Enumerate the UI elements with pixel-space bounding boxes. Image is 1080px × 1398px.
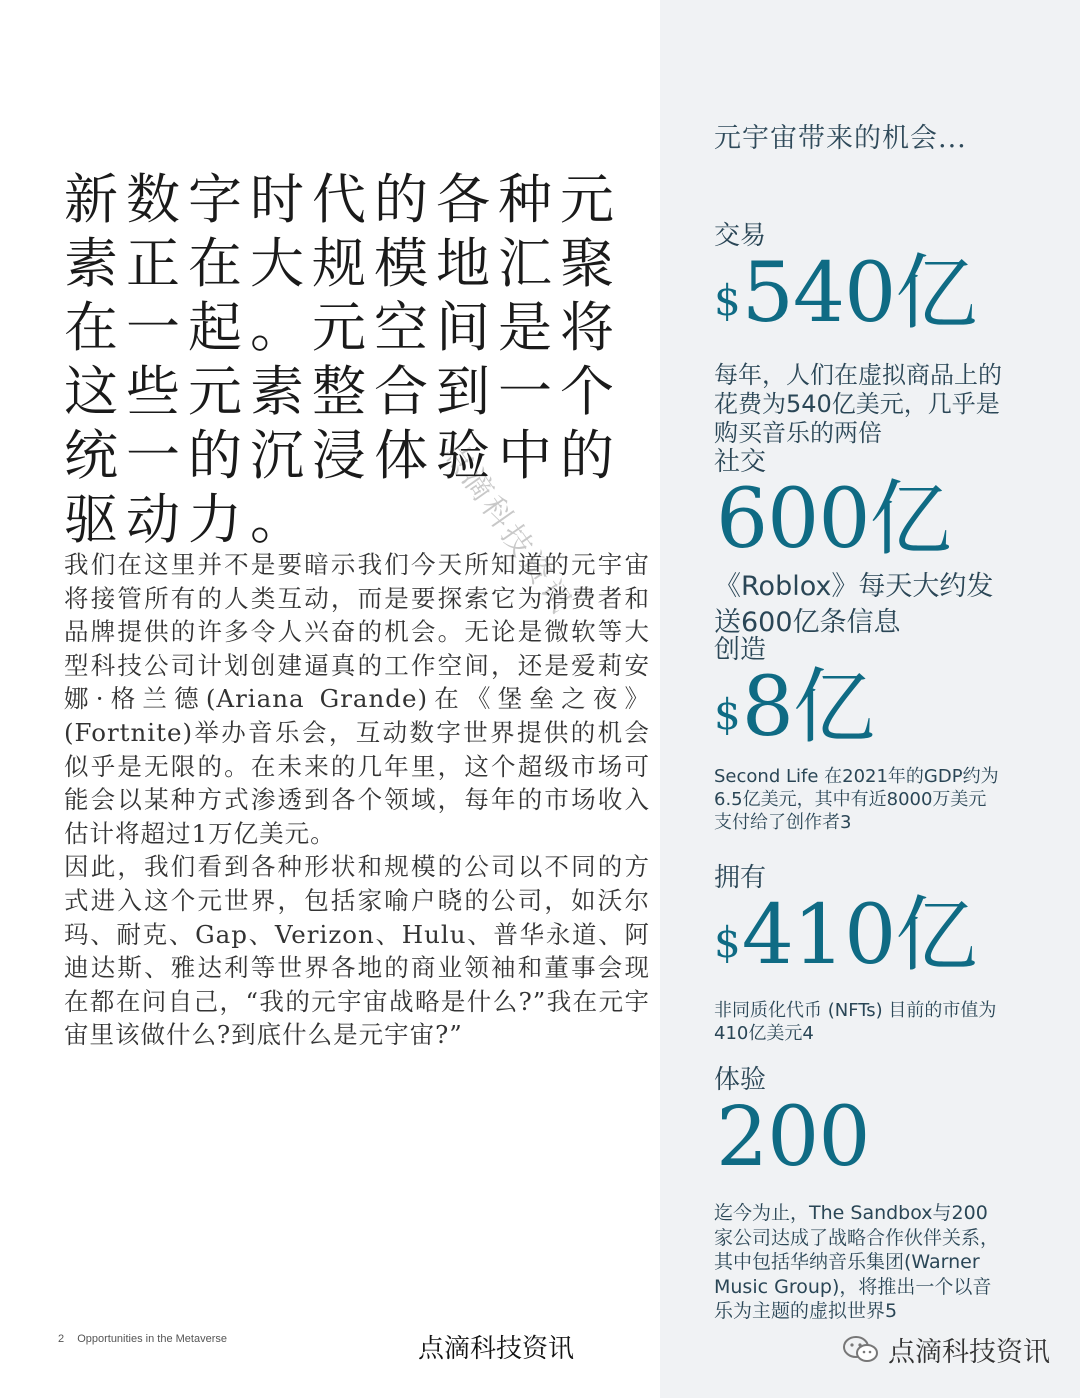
page-number: 2 xyxy=(58,1333,65,1345)
stat-own xyxy=(714,862,1004,1045)
stat-description: 迄今为止，The Sandbox与200家公司达成了战略合作伙伴关系，其中包括华纳音乐集团(Warner Music Group)，将推出一个以音乐为主题的虚拟世界5 xyxy=(714,1202,1000,1322)
stat-number: 200 xyxy=(716,1090,870,1185)
currency-symbol: $ xyxy=(714,690,740,739)
stat-number: 410亿 xyxy=(741,888,977,983)
body-paragraph-2: 因此，我们看到各种形状和规模的公司以不同的方式进入这个元世界，包括家喻户晓的公司，如沃尔玛、耐克、Gap、Verizon、Hulu、普华永道、阿迪达斯、雅达利等世界各地的商业领袖和董事会现在都在问自己，“我的元宇宙战略是什么?”我在元宇宙里该做什么?到底什么是元宇宙?” xyxy=(64,852,650,1050)
stat-label: 社交 xyxy=(714,447,767,477)
currency-symbol: $ xyxy=(714,276,740,325)
stat-value xyxy=(714,660,1004,757)
stat-description: 《Roblox》每天大约发送600亿条信息 xyxy=(714,571,994,638)
wechat-icon xyxy=(842,1335,880,1365)
stat-description: 每年，人们在虚拟商品上的花费为540亿美元，几乎是购买音乐的两倍 xyxy=(714,361,1002,447)
watermark: 点滴科技资讯 xyxy=(434,434,581,622)
stat-value xyxy=(714,1090,1004,1187)
stat-number: 8亿 xyxy=(741,660,874,755)
body-text xyxy=(64,548,650,1052)
stat-value xyxy=(714,472,1004,569)
page-headline: 新数字时代的各种元素正在大规模地汇聚在一起。元空间是将这些元素整合到一个统一的沉浸体验中的驱动力。 xyxy=(64,168,622,551)
stat-description: 非同质化代币 (NFTs) 目前的市值为410亿美元4 xyxy=(714,1000,997,1044)
stat-value xyxy=(714,246,1014,343)
document-title: Opportunities in the Metaverse xyxy=(77,1333,227,1345)
stat-label: 拥有 xyxy=(714,863,767,893)
stat-description: Second Life 在2021年的GDP约为6.5亿美元，其中有近8000万美元支付给了创作者3 xyxy=(714,766,999,833)
currency-symbol: $ xyxy=(714,918,740,967)
stat-experience xyxy=(714,1064,1004,1324)
stat-social xyxy=(714,446,1004,641)
stat-number: 600亿 xyxy=(716,472,951,567)
stat-label: 体验 xyxy=(714,1065,767,1095)
stat-label: 创造 xyxy=(714,635,767,665)
account-name: 点滴科技资讯 xyxy=(888,1337,1050,1368)
stat-value xyxy=(714,888,1004,985)
stat-number: 540亿 xyxy=(741,246,977,341)
stat-label: 交易 xyxy=(714,221,767,251)
page-footer xyxy=(58,1333,227,1345)
stat-create xyxy=(714,634,1004,834)
stat-transaction xyxy=(714,220,1014,448)
footer-center-caption: 点滴科技资讯 xyxy=(418,1334,575,1364)
wechat-account-tag xyxy=(842,1330,1050,1369)
body-paragraph-1: 我们在这里并不是要暗示我们今天所知道的元宇宙将接管所有的人类互动，而是要探索它为消费者和品牌提供的许多令人兴奋的机会。无论是微软等大型科技公司计划创建逼真的工作空间，还是爱莉安娜·格兰德(Ariana Grande)在《堡垒之夜》(Fortnite)举办音乐会，互动数字世界提供的机会似乎是无限的。在未来的几年里，这个超级市场可能会以某种方式渗透到各个领域，每年的市场收入估计将超过1万亿美元。 xyxy=(64,550,650,848)
sidebar-title: 元宇宙带来的机会... xyxy=(714,123,967,154)
